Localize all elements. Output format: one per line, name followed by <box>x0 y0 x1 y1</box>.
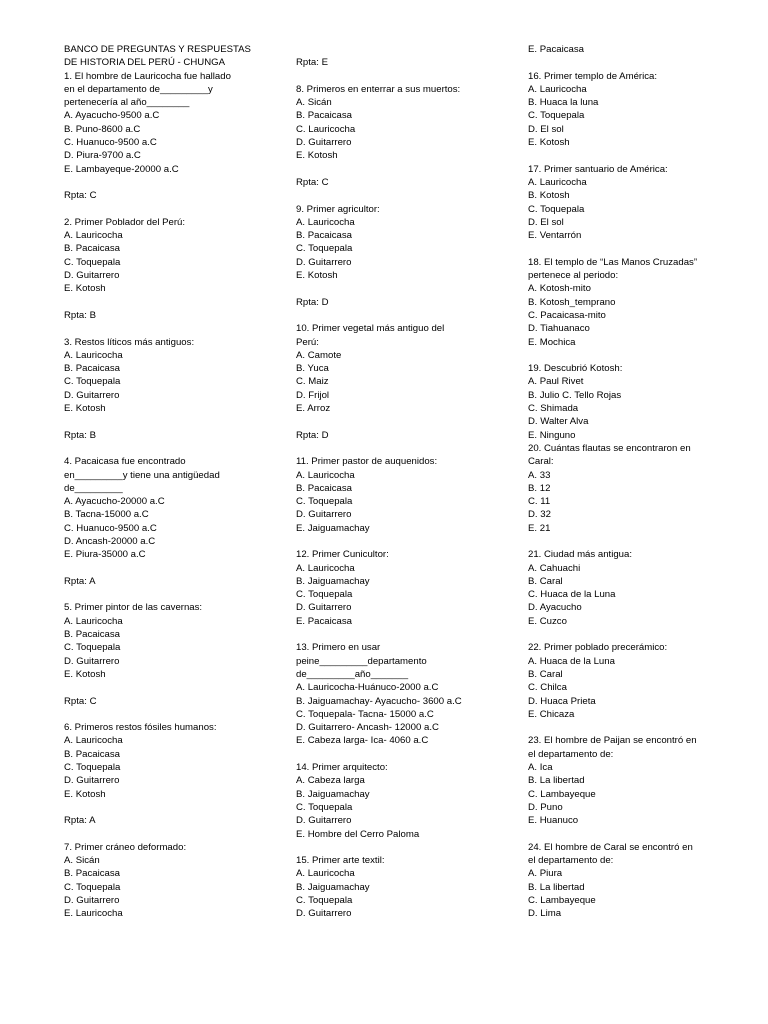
text-line: Rpta: C <box>296 176 329 188</box>
text-line: B. Pacaicasa <box>64 748 120 760</box>
text-line <box>64 203 284 216</box>
text-line <box>296 415 516 428</box>
text-line: B. Pacaicasa <box>64 629 120 641</box>
text-line: Caral: <box>528 456 554 468</box>
text-line: B. Jaiguamachay- Ayacucho- 3600 a.C <box>296 695 462 707</box>
text-line: A. Cabeza larga <box>296 775 365 787</box>
text-line: E. Kotosh <box>64 788 106 800</box>
text-line: A. Lauricocha <box>296 216 355 228</box>
text-line: D. Frijol <box>296 389 330 401</box>
text-line: B. Jaiguamachay <box>296 881 370 893</box>
text-line: A. Ayacucho-9500 a.C <box>64 110 160 122</box>
text-line <box>64 562 284 575</box>
text-line: E. Cabeza larga- Ica- 4060 a.C <box>296 735 429 747</box>
text-line: 1. El hombre de Lauricocha fue hallado <box>64 70 231 82</box>
text-line: D. Guitarrero <box>296 908 352 920</box>
text-line: B. Jaiguamachay <box>296 788 370 800</box>
text-line: B. La libertad <box>528 775 585 787</box>
text-line: D. 32 <box>528 509 551 521</box>
text-line: E. Kotosh <box>64 283 106 295</box>
text-line: DE HISTORIA DEL PERÚ - CHUNGA <box>64 57 225 69</box>
text-column-right <box>528 43 748 921</box>
text-line: C. Toquepala <box>64 376 121 388</box>
text-line: D. Guitarrero <box>64 270 120 282</box>
text-line: E. Kotosh <box>296 270 338 282</box>
text-line: B. Caral <box>528 668 563 680</box>
text-line: 14. Primer arquitecto: <box>296 762 388 774</box>
text-line: B. Tacna-15000 a.C <box>64 509 149 521</box>
text-line: C. Huaca de la Luna <box>528 589 616 601</box>
text-line: Rpta: B <box>64 309 96 321</box>
text-line: C. Toquepala <box>296 895 353 906</box>
text-line: D. Guitarrero <box>296 815 352 827</box>
text-line <box>64 801 284 814</box>
text-line: B. Julio C. Tello Rojas <box>528 389 622 401</box>
text-line: A. Lauricocha <box>64 735 123 747</box>
text-line: A. Lauricocha <box>64 349 123 361</box>
text-line: 5. Primer pintor de las cavernas: <box>64 602 203 614</box>
text-line: A. Ayacucho-20000 a.C <box>64 496 165 508</box>
text-line <box>296 442 516 455</box>
text-line <box>528 721 748 734</box>
text-line: D. Tiahuanaco <box>528 323 590 335</box>
text-line: E. Pacaicasa <box>296 615 352 627</box>
text-line <box>528 242 748 255</box>
text-line <box>64 322 284 335</box>
text-line: E. Kotosh <box>64 668 106 680</box>
text-line: D. Piura-9700 a.C <box>64 150 141 162</box>
text-line: A. Lauricocha <box>296 868 355 880</box>
text-line: D. Guitarrero <box>296 602 352 614</box>
text-line: A. Lauricocha <box>528 83 587 95</box>
text-line <box>296 628 516 641</box>
text-line: en_________y tiene una antigüedad <box>64 469 220 481</box>
text-line: B. Yuca <box>296 363 329 375</box>
text-line: A. Cahuachi <box>528 562 581 574</box>
text-line: B. Huaca la luna <box>528 97 599 109</box>
text-line: C. Lambayeque <box>528 895 596 906</box>
text-line: 4. Pacaicasa fue encontrado <box>64 456 186 468</box>
text-line: E. 21 <box>528 522 551 534</box>
text-line: en el departamento de_________y <box>64 83 213 95</box>
text-line: C. Toquepala <box>64 642 121 654</box>
text-line: E. Chicaza <box>528 708 575 720</box>
text-line: Rpta: A <box>64 815 96 827</box>
text-line: E. Kotosh <box>64 403 106 415</box>
text-line: 20. Cuántas flautas se encontraron en <box>528 442 691 454</box>
text-line: 11. Primer pastor de auquenidos: <box>296 456 438 468</box>
text-line: de_________ <box>64 482 123 494</box>
text-line: 7. Primer cráneo deformado: <box>64 841 187 853</box>
text-line: el departamento de: <box>528 748 614 760</box>
text-line: C. Toquepala- Tacna- 15000 a.C <box>296 708 434 720</box>
text-line: D. El sol <box>528 123 564 135</box>
text-line: D. Guitarrero <box>296 137 352 149</box>
text-line: D. Lima <box>528 908 562 920</box>
text-line: D. El sol <box>528 216 564 228</box>
text-line <box>64 681 284 694</box>
text-line: C. Shimada <box>528 403 579 415</box>
text-line: BANCO DE PREGUNTAS Y RESPUESTAS <box>64 44 251 55</box>
text-line <box>528 535 748 548</box>
text-line: E. Kotosh <box>296 150 338 162</box>
text-line: D. Guitarrero <box>64 775 120 787</box>
text-line: B. Pacaicasa <box>296 230 352 242</box>
text-line: E. Pacaicasa <box>528 44 584 55</box>
text-line: C. Maiz <box>296 376 329 388</box>
text-line <box>296 309 516 322</box>
text-line <box>296 841 516 854</box>
text-line: A. Lauricocha <box>296 562 355 574</box>
text-line: 21. Ciudad más antigua: <box>528 549 632 561</box>
text-line: B. Kotosh_temprano <box>528 296 616 308</box>
text-line: E. Huanuco <box>528 815 579 827</box>
text-column-left <box>64 43 284 921</box>
text-line: Rpta: E <box>296 57 328 69</box>
text-line: B. 12 <box>528 482 551 494</box>
text-line: B. Pacaicasa <box>64 243 120 255</box>
text-line <box>528 628 748 641</box>
text-line <box>64 828 284 841</box>
text-line: 18. El templo de “Las Manos Cruzadas” <box>528 256 698 268</box>
text-line <box>64 442 284 455</box>
text-line: 23. El hombre de Paijan se encontró en <box>528 735 697 747</box>
text-line: B. Pacaicasa <box>64 868 120 880</box>
text-line: C. Toquepala <box>296 243 353 255</box>
text-line <box>64 296 284 309</box>
text-line <box>64 708 284 721</box>
text-line: D. Guitarrero <box>64 655 120 667</box>
text-line: C. Chilca <box>528 682 567 694</box>
text-line: C. Toquepala <box>64 762 121 774</box>
text-line: C. Toquepala <box>296 496 353 508</box>
text-line: E. Lambayeque-20000 a.C <box>64 163 179 175</box>
text-line: peine_________departamento <box>296 655 427 667</box>
text-line <box>528 828 748 841</box>
text-line: D. Puno <box>528 801 563 813</box>
text-line: 8. Primeros en enterrar a sus muertos: <box>296 83 461 95</box>
text-line: C. Toquepala <box>528 203 585 215</box>
text-line: E. Arroz <box>296 403 331 415</box>
text-line: A. Lauricocha <box>64 615 123 627</box>
text-line: C. Lauricocha <box>296 123 356 135</box>
text-line: A. Camote <box>296 349 342 361</box>
text-line: Rpta: D <box>296 429 329 441</box>
text-line: A. Piura <box>528 868 563 880</box>
text-line: 12. Primer Cunicultor: <box>296 549 389 561</box>
text-line: E. Kotosh <box>528 137 570 149</box>
text-line <box>296 43 516 56</box>
text-line: D. Guitarrero <box>64 895 120 906</box>
text-line: B. Kotosh <box>528 190 570 202</box>
text-line: D. Walter Alva <box>528 416 589 428</box>
text-line: 2. Primer Poblador del Perú: <box>64 216 186 228</box>
text-line: A. Ica <box>528 762 553 774</box>
text-line: B. Caral <box>528 575 563 587</box>
text-line: A. Paul Rivet <box>528 376 584 388</box>
text-line: B. Puno-8600 a.C <box>64 123 141 135</box>
text-line: E. Ninguno <box>528 429 576 441</box>
text-line: Perú: <box>296 336 319 348</box>
text-line: D. Guitarrero <box>64 389 120 401</box>
text-line: E. Mochica <box>528 336 576 348</box>
text-line: A. Lauricocha <box>64 230 123 242</box>
text-line: 6. Primeros restos fósiles humanos: <box>64 722 217 734</box>
text-line <box>296 748 516 761</box>
text-line <box>296 189 516 202</box>
text-line: E. Jaiguamachay <box>296 522 370 534</box>
text-line: 10. Primer vegetal más antiguo del <box>296 323 445 335</box>
text-line: C. Toquepala <box>64 881 121 893</box>
text-line: D. Guitarrero- Ancash- 12000 a.C <box>296 722 439 734</box>
text-line: A. Lauricocha <box>528 176 587 188</box>
text-line: 3. Restos líticos más antiguos: <box>64 336 195 348</box>
text-line <box>528 56 748 69</box>
text-line: Rpta: C <box>64 190 97 202</box>
text-line: B. Jaiguamachay <box>296 575 370 587</box>
text-line: A. Lauricocha <box>296 469 355 481</box>
text-line: C. Toquepala <box>64 256 121 268</box>
text-line: A. Sicán <box>296 97 332 109</box>
text-line: A. Sicán <box>64 855 100 867</box>
text-line <box>296 535 516 548</box>
text-line: C. Pacaicasa-mito <box>528 309 606 321</box>
text-line: C. 11 <box>528 496 551 508</box>
text-line: 19. Descubrió Kotosh: <box>528 363 623 375</box>
text-line: B. Pacaicasa <box>296 482 352 494</box>
text-line: C. Huanuco-9500 a.C <box>64 137 157 149</box>
text-line: A. Lauricocha-Huánuco-2000 a.C <box>296 682 439 694</box>
text-line <box>64 176 284 189</box>
text-line: A. 33 <box>528 469 551 481</box>
text-line: Rpta: B <box>64 429 96 441</box>
text-line: B. La libertad <box>528 881 585 893</box>
text-line: D. Ancash-20000 a.C <box>64 535 156 547</box>
text-line: 13. Primero en usar <box>296 642 381 654</box>
text-line: D. Ayacucho <box>528 602 582 614</box>
text-line: E. Cuzco <box>528 615 567 627</box>
text-line: B. Pacaicasa <box>296 110 352 122</box>
text-line: pertenece al periodo: <box>528 270 619 282</box>
text-line: C. Lambayeque <box>528 788 596 800</box>
text-line: E. Piura-35000 a.C <box>64 549 146 561</box>
text-line: E. Lauricocha <box>64 908 123 920</box>
text-line: el departamento de: <box>528 855 614 867</box>
text-line: Rpta: C <box>64 695 97 707</box>
text-line: B. Pacaicasa <box>64 363 120 375</box>
text-line: 15. Primer arte textil: <box>296 855 385 867</box>
text-line: A. Huaca de la Luna <box>528 655 615 667</box>
text-line: D. Huaca Prieta <box>528 695 596 707</box>
text-line <box>296 70 516 83</box>
text-line <box>64 415 284 428</box>
text-line: 16. Primer templo de América: <box>528 70 658 82</box>
text-line: 9. Primer agricultor: <box>296 203 380 215</box>
text-line <box>296 282 516 295</box>
text-line: C. Huanuco-9500 a.C <box>64 522 157 534</box>
text-line: de_________año_______ <box>296 668 409 680</box>
text-line: C. Toquepala <box>528 110 585 122</box>
text-line: Rpta: D <box>296 296 329 308</box>
text-line: E. Ventarrón <box>528 230 582 242</box>
text-line: D. Guitarrero <box>296 509 352 521</box>
text-line: 17. Primer santuario de América: <box>528 163 668 175</box>
text-line: E. Hombre del Cerro Paloma <box>296 828 420 840</box>
text-line: A. Kotosh-mito <box>528 283 591 295</box>
text-line <box>64 588 284 601</box>
text-line: C. Toquepala <box>296 589 353 601</box>
text-column-middle <box>296 43 516 921</box>
text-line <box>296 163 516 176</box>
text-line: 24. El hombre de Caral se encontró en <box>528 841 693 853</box>
text-line: C. Toquepala <box>296 801 353 813</box>
text-line: Rpta: A <box>64 575 96 587</box>
text-line <box>528 149 748 162</box>
text-line <box>528 349 748 362</box>
text-line: 22. Primer poblado precerámico: <box>528 642 668 654</box>
text-line: D. Guitarrero <box>296 256 352 268</box>
text-line: pertenecería al año________ <box>64 97 190 109</box>
